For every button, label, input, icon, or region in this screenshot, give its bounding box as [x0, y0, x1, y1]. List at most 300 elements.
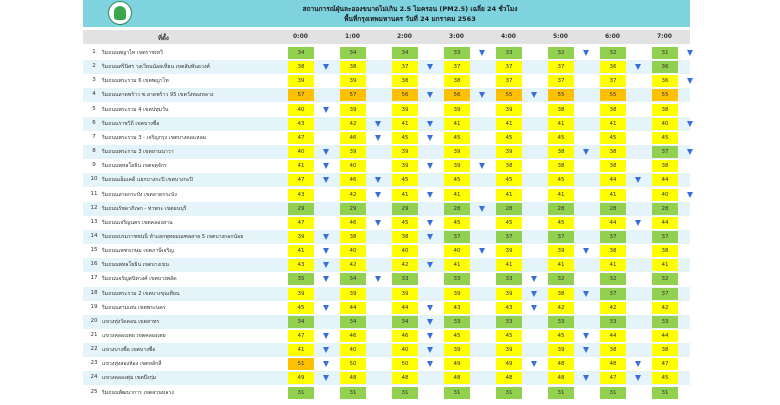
pm25-value-cell: 33: [652, 316, 678, 328]
pm25-value-cell: 28: [444, 203, 470, 215]
down-arrow-icon: [375, 121, 381, 127]
pm25-value-cell: 33: [496, 316, 522, 328]
pm25-value-cell: 37: [548, 75, 574, 87]
down-arrow-icon: [427, 135, 433, 141]
down-arrow-icon: [375, 220, 381, 226]
pm25-value-cell: 34: [340, 316, 366, 328]
pm25-value-cell: 29: [392, 203, 418, 215]
down-arrow-icon: [531, 276, 537, 282]
row-number: 13: [90, 218, 98, 225]
pm25-value-cell: 39: [548, 344, 574, 356]
pm25-value-cell: 48: [340, 372, 366, 384]
pm25-value-cell: 34: [288, 316, 314, 328]
pm25-value-cell: 38: [548, 288, 574, 300]
down-arrow-icon: [427, 347, 433, 353]
pm25-value-cell: 47: [288, 217, 314, 229]
row-number: 11: [90, 190, 98, 197]
pm25-value-cell: 37: [652, 288, 678, 300]
pm25-value-cell: 31: [548, 387, 574, 399]
pm25-value-cell: 39: [444, 288, 470, 300]
pm25-value-cell: 39: [548, 245, 574, 257]
pm25-value-cell: 47: [288, 174, 314, 186]
pm25-value-cell: 48: [548, 372, 574, 384]
pm25-value-cell: 44: [340, 302, 366, 314]
row-number: 4: [92, 91, 96, 98]
station-name: ริมถนนเอ็มเคดี แยกบางกะปิ เขตบางกะปิ: [102, 177, 193, 184]
pm25-value-cell: 45: [444, 217, 470, 229]
pm25-value-cell: 41: [444, 118, 470, 130]
row-number: 5: [92, 105, 96, 112]
row-number: 9: [92, 162, 96, 169]
pm25-value-cell: 32: [600, 273, 626, 285]
station-name: ริมถนนพญาไท เขตราชเทวี: [102, 50, 163, 56]
pm25-value-cell: 40: [340, 344, 366, 356]
pm25-value-cell: 37: [600, 231, 626, 243]
pm25-value-cell: 41: [496, 118, 522, 130]
pm25-value-cell: 36: [652, 61, 678, 73]
pm25-value-cell: 44: [600, 217, 626, 229]
pm25-value-cell: 39: [340, 75, 366, 87]
row-number: 12: [90, 204, 98, 211]
down-arrow-icon: [531, 291, 537, 297]
pm25-value-cell: 45: [444, 330, 470, 342]
pm25-value-cell: 45: [496, 217, 522, 229]
pm25-value-cell: 31: [340, 387, 366, 399]
pm25-value-cell: 39: [392, 160, 418, 172]
down-arrow-icon: [687, 149, 693, 155]
pm25-value-cell: 33: [444, 316, 470, 328]
down-arrow-icon: [323, 333, 329, 339]
pm25-value-cell: 47: [600, 372, 626, 384]
pm25-value-cell: 46: [340, 174, 366, 186]
down-arrow-icon: [323, 347, 329, 353]
down-arrow-icon: [479, 50, 485, 56]
pm25-value-cell: 38: [600, 146, 626, 158]
pm25-value-cell: 34: [340, 47, 366, 59]
pm25-value-cell: 42: [340, 259, 366, 271]
row-number: 15: [90, 247, 98, 254]
pm25-value-cell: 39: [496, 146, 522, 158]
down-arrow-icon: [583, 149, 589, 155]
pm25-value-cell: 44: [600, 174, 626, 186]
pm25-value-cell: 41: [444, 259, 470, 271]
row-number: 23: [90, 360, 98, 367]
pm25-value-cell: 45: [392, 174, 418, 186]
pm25-value-cell: 46: [392, 330, 418, 342]
pm25-value-cell: 38: [444, 75, 470, 87]
pm25-value-cell: 38: [600, 104, 626, 116]
pm25-value-cell: 38: [340, 231, 366, 243]
pm25-value-cell: 32: [652, 273, 678, 285]
pm25-value-cell: 49: [496, 358, 522, 370]
station-name: ริมถนนลาดพร้าว ซ.ลาดพร้าว 95 เขตวังทองหลาง: [102, 92, 214, 99]
pm25-value-cell: 40: [288, 104, 314, 116]
pm25-value-cell: 29: [288, 203, 314, 215]
pm25-value-cell: 33: [444, 47, 470, 59]
pm25-value-cell: 37: [496, 75, 522, 87]
down-arrow-icon: [583, 248, 589, 254]
down-arrow-icon: [531, 305, 537, 311]
pm25-value-cell: 41: [444, 189, 470, 201]
pm25-value-cell: 40: [392, 245, 418, 257]
station-name: แขวงทุ่งสองห้อง เขตหลักสี่: [102, 361, 162, 368]
down-arrow-icon: [323, 276, 329, 282]
pm25-value-cell: 41: [288, 160, 314, 172]
pm25-value-cell: 55: [600, 89, 626, 101]
pm25-value-cell: 57: [340, 89, 366, 101]
pm25-value-cell: 37: [444, 231, 470, 243]
pm25-value-cell: 42: [340, 118, 366, 130]
pm25-value-cell: 40: [340, 160, 366, 172]
pm25-value-cell: 43: [288, 118, 314, 130]
down-arrow-icon: [427, 163, 433, 169]
row-number: 7: [92, 133, 96, 140]
pm25-value-cell: 47: [652, 358, 678, 370]
pm25-value-cell: 45: [392, 217, 418, 229]
down-arrow-icon: [427, 121, 433, 127]
pm25-value-cell: 38: [600, 160, 626, 172]
pm25-value-cell: 40: [288, 146, 314, 158]
pm25-value-cell: 39: [444, 104, 470, 116]
pm25-value-cell: 28: [652, 203, 678, 215]
pm25-value-cell: 34: [392, 47, 418, 59]
pm25-value-cell: 44: [600, 330, 626, 342]
row-number: 3: [92, 77, 96, 84]
down-arrow-icon: [427, 361, 433, 367]
pm25-value-cell: 48: [600, 358, 626, 370]
time-column-header: 6:00: [605, 33, 620, 40]
down-arrow-icon: [687, 192, 693, 198]
pm25-value-cell: 41: [600, 259, 626, 271]
pm25-value-cell: 40: [652, 189, 678, 201]
down-arrow-icon: [583, 291, 589, 297]
down-arrow-icon: [687, 50, 693, 56]
pm25-value-cell: 39: [392, 146, 418, 158]
pm25-value-cell: 41: [392, 118, 418, 130]
down-arrow-icon: [323, 177, 329, 183]
row-number: 22: [90, 346, 98, 353]
down-arrow-icon: [583, 375, 589, 381]
pm25-value-cell: 39: [496, 344, 522, 356]
pm25-value-cell: 42: [548, 302, 574, 314]
down-arrow-icon: [375, 276, 381, 282]
pm25-value-cell: 28: [548, 203, 574, 215]
row-number: 16: [90, 261, 98, 268]
pm25-value-cell: 43: [444, 302, 470, 314]
pm25-value-cell: 37: [652, 146, 678, 158]
pm25-value-cell: 38: [652, 344, 678, 356]
column-header-bar: [83, 30, 690, 44]
pm25-value-cell: 31: [444, 387, 470, 399]
down-arrow-icon: [479, 206, 485, 212]
down-arrow-icon: [323, 163, 329, 169]
time-column-header: 3:00: [449, 33, 464, 40]
station-name: ริมถนนพระราม 6 เขตพญาไท: [102, 78, 169, 85]
pm25-value-cell: 50: [392, 358, 418, 370]
station-name: ริมถนนพระราม 4 เขตปทุมวัน: [102, 106, 169, 113]
pm25-value-cell: 33: [444, 273, 470, 285]
pm25-value-cell: 44: [392, 302, 418, 314]
down-arrow-icon: [635, 64, 641, 70]
down-arrow-icon: [479, 163, 485, 169]
pm25-value-cell: 32: [548, 47, 574, 59]
pm25-value-cell: 45: [548, 217, 574, 229]
pm25-value-cell: 48: [392, 372, 418, 384]
row-number: 18: [90, 289, 98, 296]
pm25-value-cell: 39: [496, 245, 522, 257]
pm25-value-cell: 37: [496, 61, 522, 73]
station-name: ริมถนนพระราม 3 - เจริญกรุง เขตบางคอแหลม: [102, 134, 207, 141]
station-column-header: ที่ตั้ง: [158, 35, 169, 42]
pm25-value-cell: 39: [340, 104, 366, 116]
pm25-value-cell: 41: [496, 259, 522, 271]
pm25-value-cell: 29: [340, 203, 366, 215]
pm25-value-cell: 31: [288, 387, 314, 399]
pm25-value-cell: 38: [652, 245, 678, 257]
row-number: 14: [90, 232, 98, 239]
pm25-value-cell: 33: [496, 273, 522, 285]
down-arrow-icon: [427, 262, 433, 268]
pm25-value-cell: 32: [600, 47, 626, 59]
pm25-value-cell: 41: [392, 189, 418, 201]
pm25-value-cell: 48: [496, 372, 522, 384]
pm25-value-cell: 34: [392, 316, 418, 328]
down-arrow-icon: [583, 333, 589, 339]
pm25-value-cell: 28: [600, 203, 626, 215]
pm25-value-cell: 42: [340, 189, 366, 201]
pm25-value-cell: 37: [548, 231, 574, 243]
row-number: 17: [90, 275, 98, 282]
pm25-value-cell: 38: [340, 61, 366, 73]
pm25-value-cell: 50: [340, 358, 366, 370]
pm25-value-cell: 41: [548, 189, 574, 201]
pm25-value-cell: 37: [600, 288, 626, 300]
report-subtitle: พื้นที่กรุงเทพมหานคร วันที่ 24 มกราคม 2563: [344, 15, 476, 23]
row-number: 1: [92, 49, 96, 55]
pm25-value-cell: 45: [652, 372, 678, 384]
pm25-value-cell: 47: [288, 132, 314, 144]
pm25-value-cell: 45: [496, 132, 522, 144]
pm25-value-cell: 45: [392, 132, 418, 144]
row-number: 19: [90, 303, 98, 310]
pm25-value-cell: 55: [652, 89, 678, 101]
down-arrow-icon: [479, 92, 485, 98]
pm25-value-cell: 41: [288, 344, 314, 356]
pm25-value-cell: 45: [496, 330, 522, 342]
pm25-value-cell: 46: [340, 132, 366, 144]
pm25-value-cell: 45: [548, 330, 574, 342]
pm25-value-cell: 41: [496, 189, 522, 201]
pm25-value-cell: 41: [548, 118, 574, 130]
time-column-header: 1:00: [345, 33, 360, 40]
pm25-value-cell: 37: [444, 61, 470, 73]
pm25-value-cell: 40: [340, 245, 366, 257]
pm25-value-cell: 42: [600, 302, 626, 314]
station-name: ริมถนนรัชดาภิเษก - ท่าพระ เขตธนบุรี: [102, 205, 187, 212]
pm25-value-cell: 57: [288, 89, 314, 101]
down-arrow-icon: [635, 361, 641, 367]
pm25-value-cell: 36: [652, 75, 678, 87]
station-name: ริมถนนเพชรเกษม เขตภาษีเจริญ: [102, 248, 174, 255]
pm25-value-cell: 38: [652, 160, 678, 172]
down-arrow-icon: [323, 107, 329, 113]
down-arrow-icon: [375, 135, 381, 141]
pm25-value-cell: 38: [548, 104, 574, 116]
pm25-value-cell: 34: [340, 273, 366, 285]
down-arrow-icon: [427, 192, 433, 198]
down-arrow-icon: [375, 177, 381, 183]
down-arrow-icon: [687, 78, 693, 84]
pm25-value-cell: 35: [288, 273, 314, 285]
pm25-value-cell: 31: [652, 47, 678, 59]
pm25-value-cell: 39: [496, 104, 522, 116]
pm25-value-cell: 37: [496, 231, 522, 243]
pm25-value-cell: 31: [496, 387, 522, 399]
row-number: 24: [90, 374, 98, 381]
pm25-value-cell: 39: [288, 288, 314, 300]
pm25-value-cell: 38: [652, 104, 678, 116]
pm25-value-cell: 45: [444, 132, 470, 144]
row-number: 20: [90, 317, 98, 324]
pm25-value-cell: 45: [548, 132, 574, 144]
pm25-value-cell: 43: [288, 259, 314, 271]
pm25-value-cell: 39: [444, 160, 470, 172]
pm25-value-cell: 38: [288, 61, 314, 73]
pm25-value-cell: 43: [288, 189, 314, 201]
pm25-value-cell: 45: [444, 174, 470, 186]
pm25-value-cell: 39: [288, 75, 314, 87]
station-name: แขวงบางซื่อ เขตบางซื่อ: [102, 347, 156, 354]
station-name: ริมถนนบรมราชชนนี ห้าแยกพุทธมณฑลสาย 5 เขตบางกอกน้อย: [102, 233, 244, 240]
pm25-value-cell: 49: [288, 372, 314, 384]
pm25-value-cell: 48: [548, 358, 574, 370]
pm25-value-cell: 56: [392, 89, 418, 101]
down-arrow-icon: [375, 192, 381, 198]
time-column-header: 5:00: [553, 33, 568, 40]
pm25-value-cell: 42: [652, 302, 678, 314]
pm25-value-cell: 44: [652, 330, 678, 342]
down-arrow-icon: [323, 375, 329, 381]
pm25-value-cell: 45: [652, 132, 678, 144]
row-number: 6: [92, 119, 96, 126]
down-arrow-icon: [323, 149, 329, 155]
row-number: 10: [90, 176, 98, 183]
station-name: ริมถนนพหลโยธิน เขตจตุจักร: [102, 163, 167, 170]
pm25-value-cell: 38: [392, 231, 418, 243]
pm25-value-cell: 44: [652, 217, 678, 229]
pm25-value-cell: 38: [496, 160, 522, 172]
station-name: แขวงทุ่งวัดดอน เขตสาทร: [102, 318, 160, 325]
pm25-value-cell: 40: [444, 245, 470, 257]
pm25-value-cell: 45: [496, 174, 522, 186]
pm25-value-cell: 47: [288, 330, 314, 342]
down-arrow-icon: [323, 262, 329, 268]
pm25-value-cell: 34: [288, 47, 314, 59]
pm25-value-cell: 55: [548, 89, 574, 101]
down-arrow-icon: [635, 177, 641, 183]
station-name: ริมถนนพหลโยธิน เขตบางเขน: [102, 262, 169, 269]
down-arrow-icon: [323, 305, 329, 311]
down-arrow-icon: [323, 64, 329, 70]
down-arrow-icon: [583, 50, 589, 56]
down-arrow-icon: [427, 333, 433, 339]
pm25-value-cell: 37: [392, 61, 418, 73]
pm25-value-cell: 44: [652, 174, 678, 186]
station-name: แขวงคลองเตย เขตคลองเตย: [102, 333, 166, 339]
row-number: 21: [90, 332, 98, 338]
down-arrow-icon: [583, 347, 589, 353]
row-number: 25: [90, 388, 98, 395]
pm25-value-cell: 46: [340, 330, 366, 342]
pm25-value-cell: 39: [444, 146, 470, 158]
down-arrow-icon: [323, 234, 329, 240]
pm25-value-cell: 38: [600, 245, 626, 257]
station-name: ริมถนนพระราม 3 เขตยานนาวา: [102, 149, 174, 156]
pm25-value-cell: 41: [600, 189, 626, 201]
pm25-value-cell: 45: [288, 302, 314, 314]
pm25-value-cell: 51: [288, 358, 314, 370]
station-name: ริมถนนลาดกระบัง เขตลาดกระบัง: [102, 191, 177, 198]
pm25-value-cell: 38: [548, 146, 574, 158]
pm25-value-cell: 40: [392, 344, 418, 356]
pm25-value-cell: 37: [652, 231, 678, 243]
pm25-value-cell: 37: [600, 75, 626, 87]
pm25-value-cell: 33: [392, 273, 418, 285]
station-name: ริมถนนพัฒนาการ เขตสวนหลวง: [102, 389, 174, 396]
time-column-header: 2:00: [397, 33, 412, 40]
time-column-header: 0:00: [293, 33, 308, 40]
pm25-value-cell: 43: [496, 302, 522, 314]
pm25-value-cell: 49: [444, 358, 470, 370]
pm25-value-cell: 48: [444, 372, 470, 384]
pm25-value-cell: 39: [392, 288, 418, 300]
pm25-value-cell: 32: [548, 273, 574, 285]
down-arrow-icon: [635, 375, 641, 381]
pm25-value-cell: 39: [340, 288, 366, 300]
pm25-value-cell: 28: [496, 203, 522, 215]
row-number: 8: [92, 148, 96, 155]
pm25-value-cell: 41: [548, 259, 574, 271]
down-arrow-icon: [531, 92, 537, 98]
pm25-value-cell: 41: [600, 118, 626, 130]
down-arrow-icon: [635, 220, 641, 226]
station-name: ริมถนนสามเสน เขตพระนคร: [102, 304, 166, 311]
pm25-value-cell: 39: [392, 104, 418, 116]
down-arrow-icon: [427, 305, 433, 311]
station-name: ริมถนนศรีนิศร วงเวียนน้อยเทียน เขตสัมพันธวงศ์: [102, 64, 210, 71]
pm25-value-cell: 39: [444, 344, 470, 356]
down-arrow-icon: [427, 92, 433, 98]
pm25-value-cell: 40: [652, 118, 678, 130]
pm25-value-cell: 33: [548, 316, 574, 328]
time-column-header: 4:00: [501, 33, 516, 40]
row-number: 2: [92, 63, 96, 70]
pm25-value-cell: 41: [288, 245, 314, 257]
station-name: แขวงคลองตุ่ม เขตบึงกุ่ม: [102, 375, 157, 382]
pm25-value-cell: 39: [288, 231, 314, 243]
pm25-value-cell: 41: [652, 259, 678, 271]
down-arrow-icon: [323, 361, 329, 367]
pm25-value-cell: 39: [340, 146, 366, 158]
station-name: ริมถนนเจริญนคร เขตคลองสาน: [102, 219, 173, 226]
pm25-value-cell: 55: [496, 89, 522, 101]
pm25-value-cell: 45: [600, 132, 626, 144]
down-arrow-icon: [427, 64, 433, 70]
pm25-value-cell: 38: [548, 160, 574, 172]
station-name: ริมถนนราชวิถี เขตบางซื่อ: [102, 120, 160, 127]
pm25-value-cell: 33: [600, 316, 626, 328]
pm25-value-cell: 39: [496, 288, 522, 300]
